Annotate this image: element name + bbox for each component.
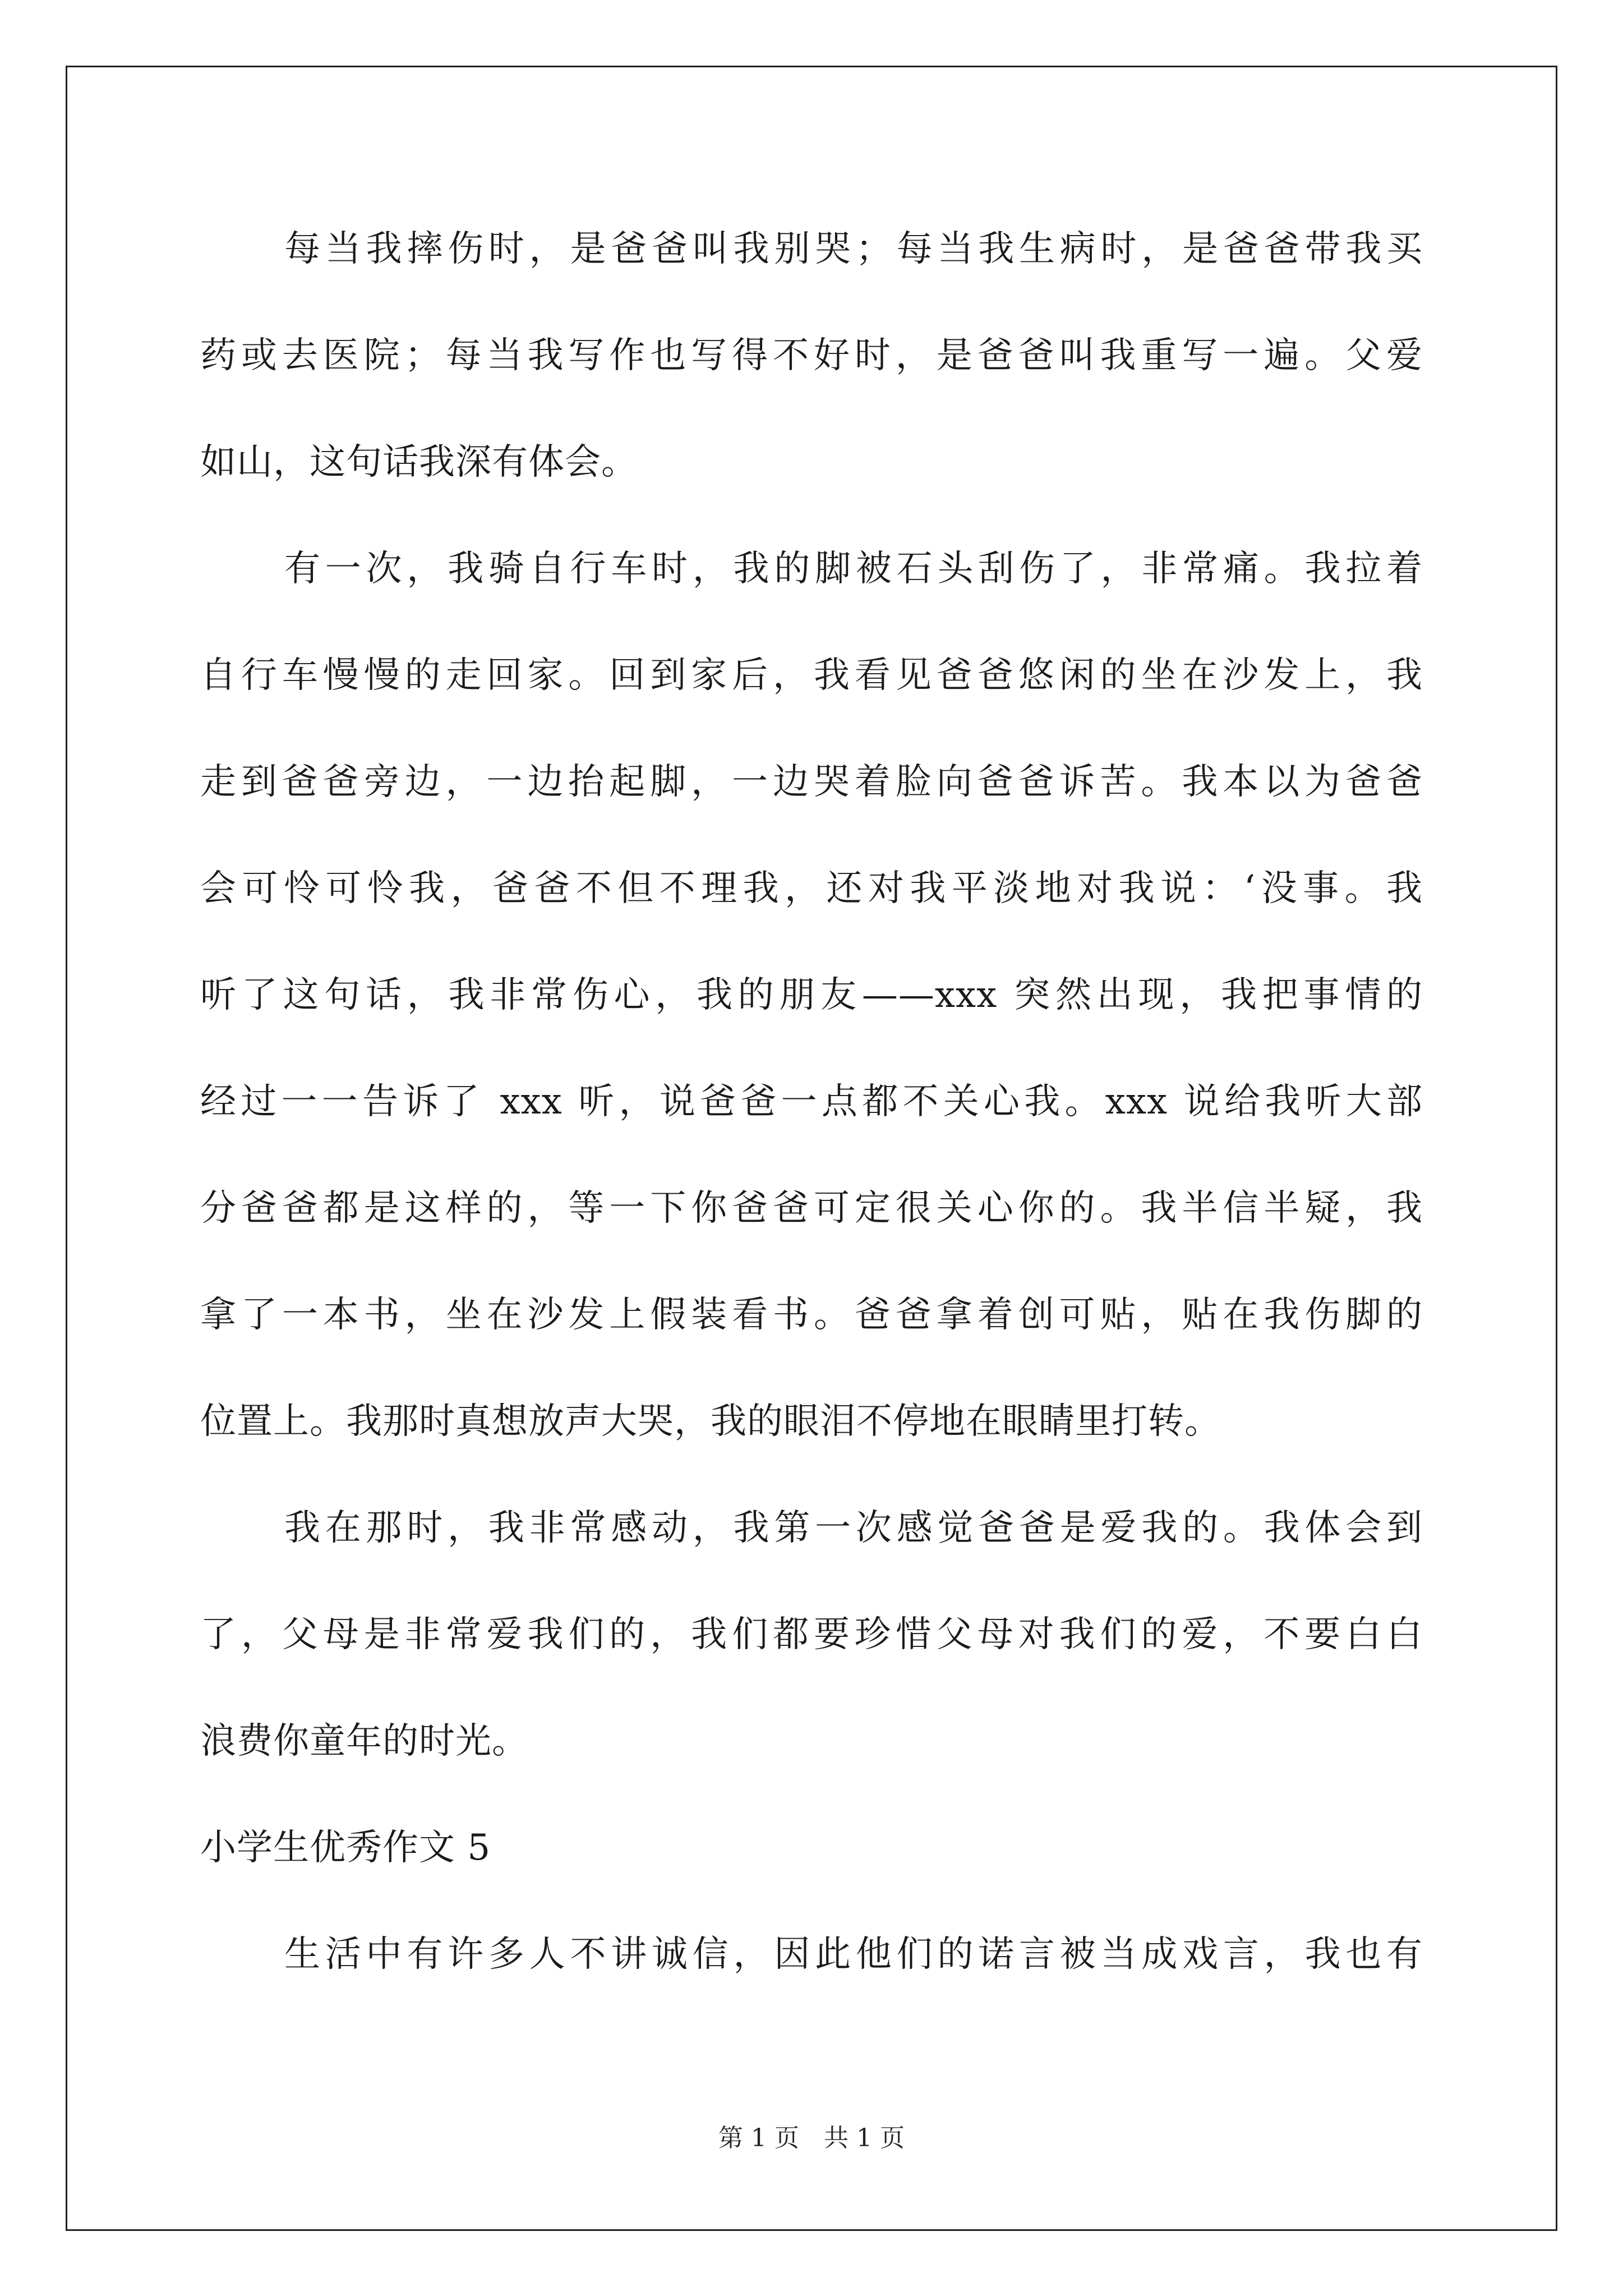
- paragraph-1-line-2: 药或去医院；每当我写作也写得不好时，是爸爸叫我重写一遍。父爱: [200, 335, 1423, 376]
- paragraph-2-line-1: 有一次，我骑自行车时，我的脚被石头刮伤了，非常痛。我拉着: [284, 548, 1423, 590]
- page-number-footer: 第 1 页 共 1 页: [718, 2124, 905, 2152]
- paragraph-3-line-3: 浪费你童年的时光。: [200, 1720, 528, 1762]
- paragraph-2-line-3: 走到爸爸旁边，一边抬起脚，一边哭着脸向爸爸诉苦。我本以为爸爸: [200, 761, 1423, 803]
- paragraph-1-line-1: 每当我摔伤时，是爸爸叫我别哭；每当我生病时，是爸爸带我买: [284, 228, 1423, 270]
- paragraph-2-line-8: 拿了一本书，坐在沙发上假装看书。爸爸拿着创可贴，贴在我伤脚的: [200, 1294, 1423, 1336]
- page-border: [66, 66, 1557, 2231]
- paragraph-2-line-2: 自行车慢慢的走回家。回到家后，我看见爸爸悠闲的坐在沙发上，我: [200, 655, 1423, 696]
- paragraph-2-line-9: 位置上。我那时真想放声大哭，我的眼泪不停地在眼睛里打转。: [200, 1401, 1221, 1442]
- section-heading: 小学生优秀作文 5: [200, 1827, 491, 1869]
- paragraph-4-line-1: 生活中有许多人不讲诚信，因此他们的诺言被当成戏言，我也有: [284, 1934, 1423, 1975]
- paragraph-2-line-7: 分爸爸都是这样的，等一下你爸爸可定很关心你的。我半信半疑，我: [200, 1188, 1423, 1229]
- paragraph-1-line-3: 如山，这句话我深有体会。: [200, 441, 638, 483]
- paragraph-3-line-1: 我在那时，我非常感动，我第一次感觉爸爸是爱我的。我体会到: [284, 1507, 1423, 1549]
- paragraph-2-line-5: 听了这句话，我非常伤心，我的朋友——xxx 突然出现，我把事情的: [200, 974, 1423, 1016]
- paragraph-2-line-4: 会可怜可怜我，爸爸不但不理我，还对我平淡地对我说：‘没事。我: [200, 868, 1423, 909]
- paragraph-2-line-6: 经过一一告诉了 xxx 听，说爸爸一点都不关心我。xxx 说给我听大部: [200, 1081, 1423, 1122]
- paragraph-3-line-2: 了，父母是非常爱我们的，我们都要珍惜父母对我们的爱，不要白白: [200, 1614, 1423, 1655]
